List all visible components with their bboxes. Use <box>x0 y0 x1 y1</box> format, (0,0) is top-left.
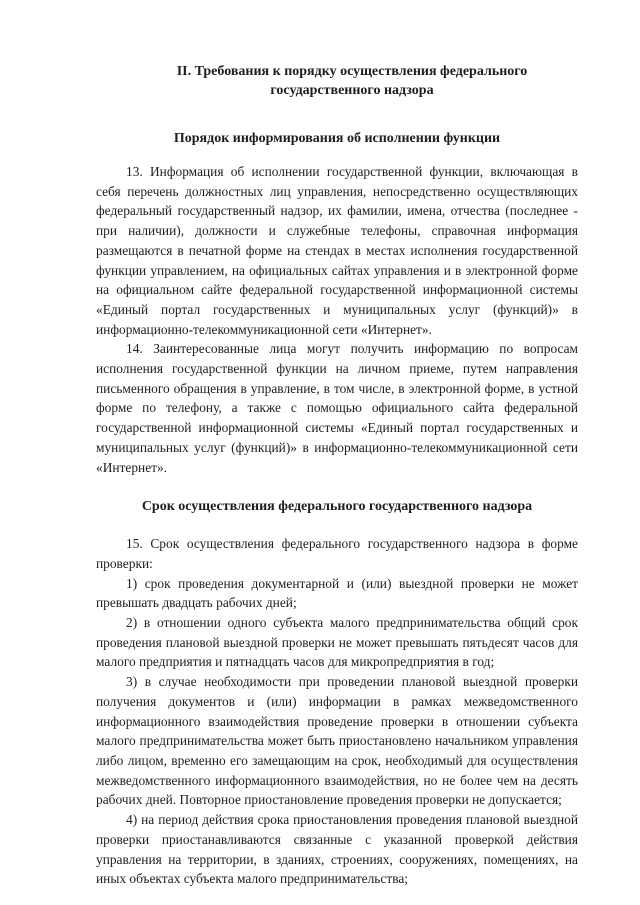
list-item-3: 3) в случае необходимости при проведении плановой выездной проверки получения документов и (или) информации в рамках межведомственного информационного взаимодействия проведение проверки в отношении субъекта малого предпринимательства может быть приостановлено начальником управления либо лицом, временно его замещающим на срок, необходимый для осуществления межведомственного информационного взаимодействия, но не более чем на десять рабочих дней. Повторное приостановление проведения проверки не допускается; <box>96 674 578 808</box>
title-line-1: II. Требования к порядку осуществления федерального <box>176 64 528 79</box>
section-heading-informing: Порядок информирования об исполнении функции <box>173 131 501 146</box>
paragraph-13: 13. Информация об исполнении государственной функции, включающая в себя перечень должностных лиц управления, непосредственно осуществляющих федеральный государственный надзор, их фамилии, имена, отчества (последнее - при наличии), должности и служебные телефоны, справочная информация размещаются в печатной форме на стендах в местах исполнения государственной функции управлением, на официальных сайтах управления и в электронной форме на официальном сайте федеральной государственной информационной системы «Единый портал государственных и муниципальных услуг (функций)» в информационно-телекоммуникационной сети «Интернет». <box>96 164 578 337</box>
list-item-1: 1) срок проведения документарной и (или) выездной проверки не может превышать двадцать рабочих дней; <box>96 575 578 611</box>
paragraph-15: 15. Срок осуществления федерального государственного надзора в форме проверки: <box>96 536 578 571</box>
list-item-4: 4) на период действия срока приостановления проведения плановой выездной проверки приостанавливаются связанные с указанной проверкой действия управления на территории, в зданиях, строениях, сооружениях, помещениях, на иных объектах субъекта малого предпринимательства; <box>96 812 578 887</box>
document-title <box>126 62 578 100</box>
paragraph-14: 14. Заинтересованные лица могут получить информацию по вопросам исполнения государственной функции на личном приеме, путем направления письменного обращения в управление, в том числе, в электронной форме, в устной форме по телефону, а также с помощью официального сайта федеральной государственной информационной системы «Единый портал государственных и муниципальных услуг (функций)» в информационно-телекоммуникационной сети «Интернет». <box>96 341 578 475</box>
title-line-2: государственного надзора <box>270 83 434 98</box>
section-heading-term: Срок осуществления федерального государственного надзора <box>141 499 533 515</box>
list-item-2: 2) в отношении одного субъекта малого предпринимательства общий срок проведения плановой выездной проверки не может превышать пятьдесят часов для малого предприятия и пятнадцать часов для микропредприятия в год; <box>96 615 578 670</box>
